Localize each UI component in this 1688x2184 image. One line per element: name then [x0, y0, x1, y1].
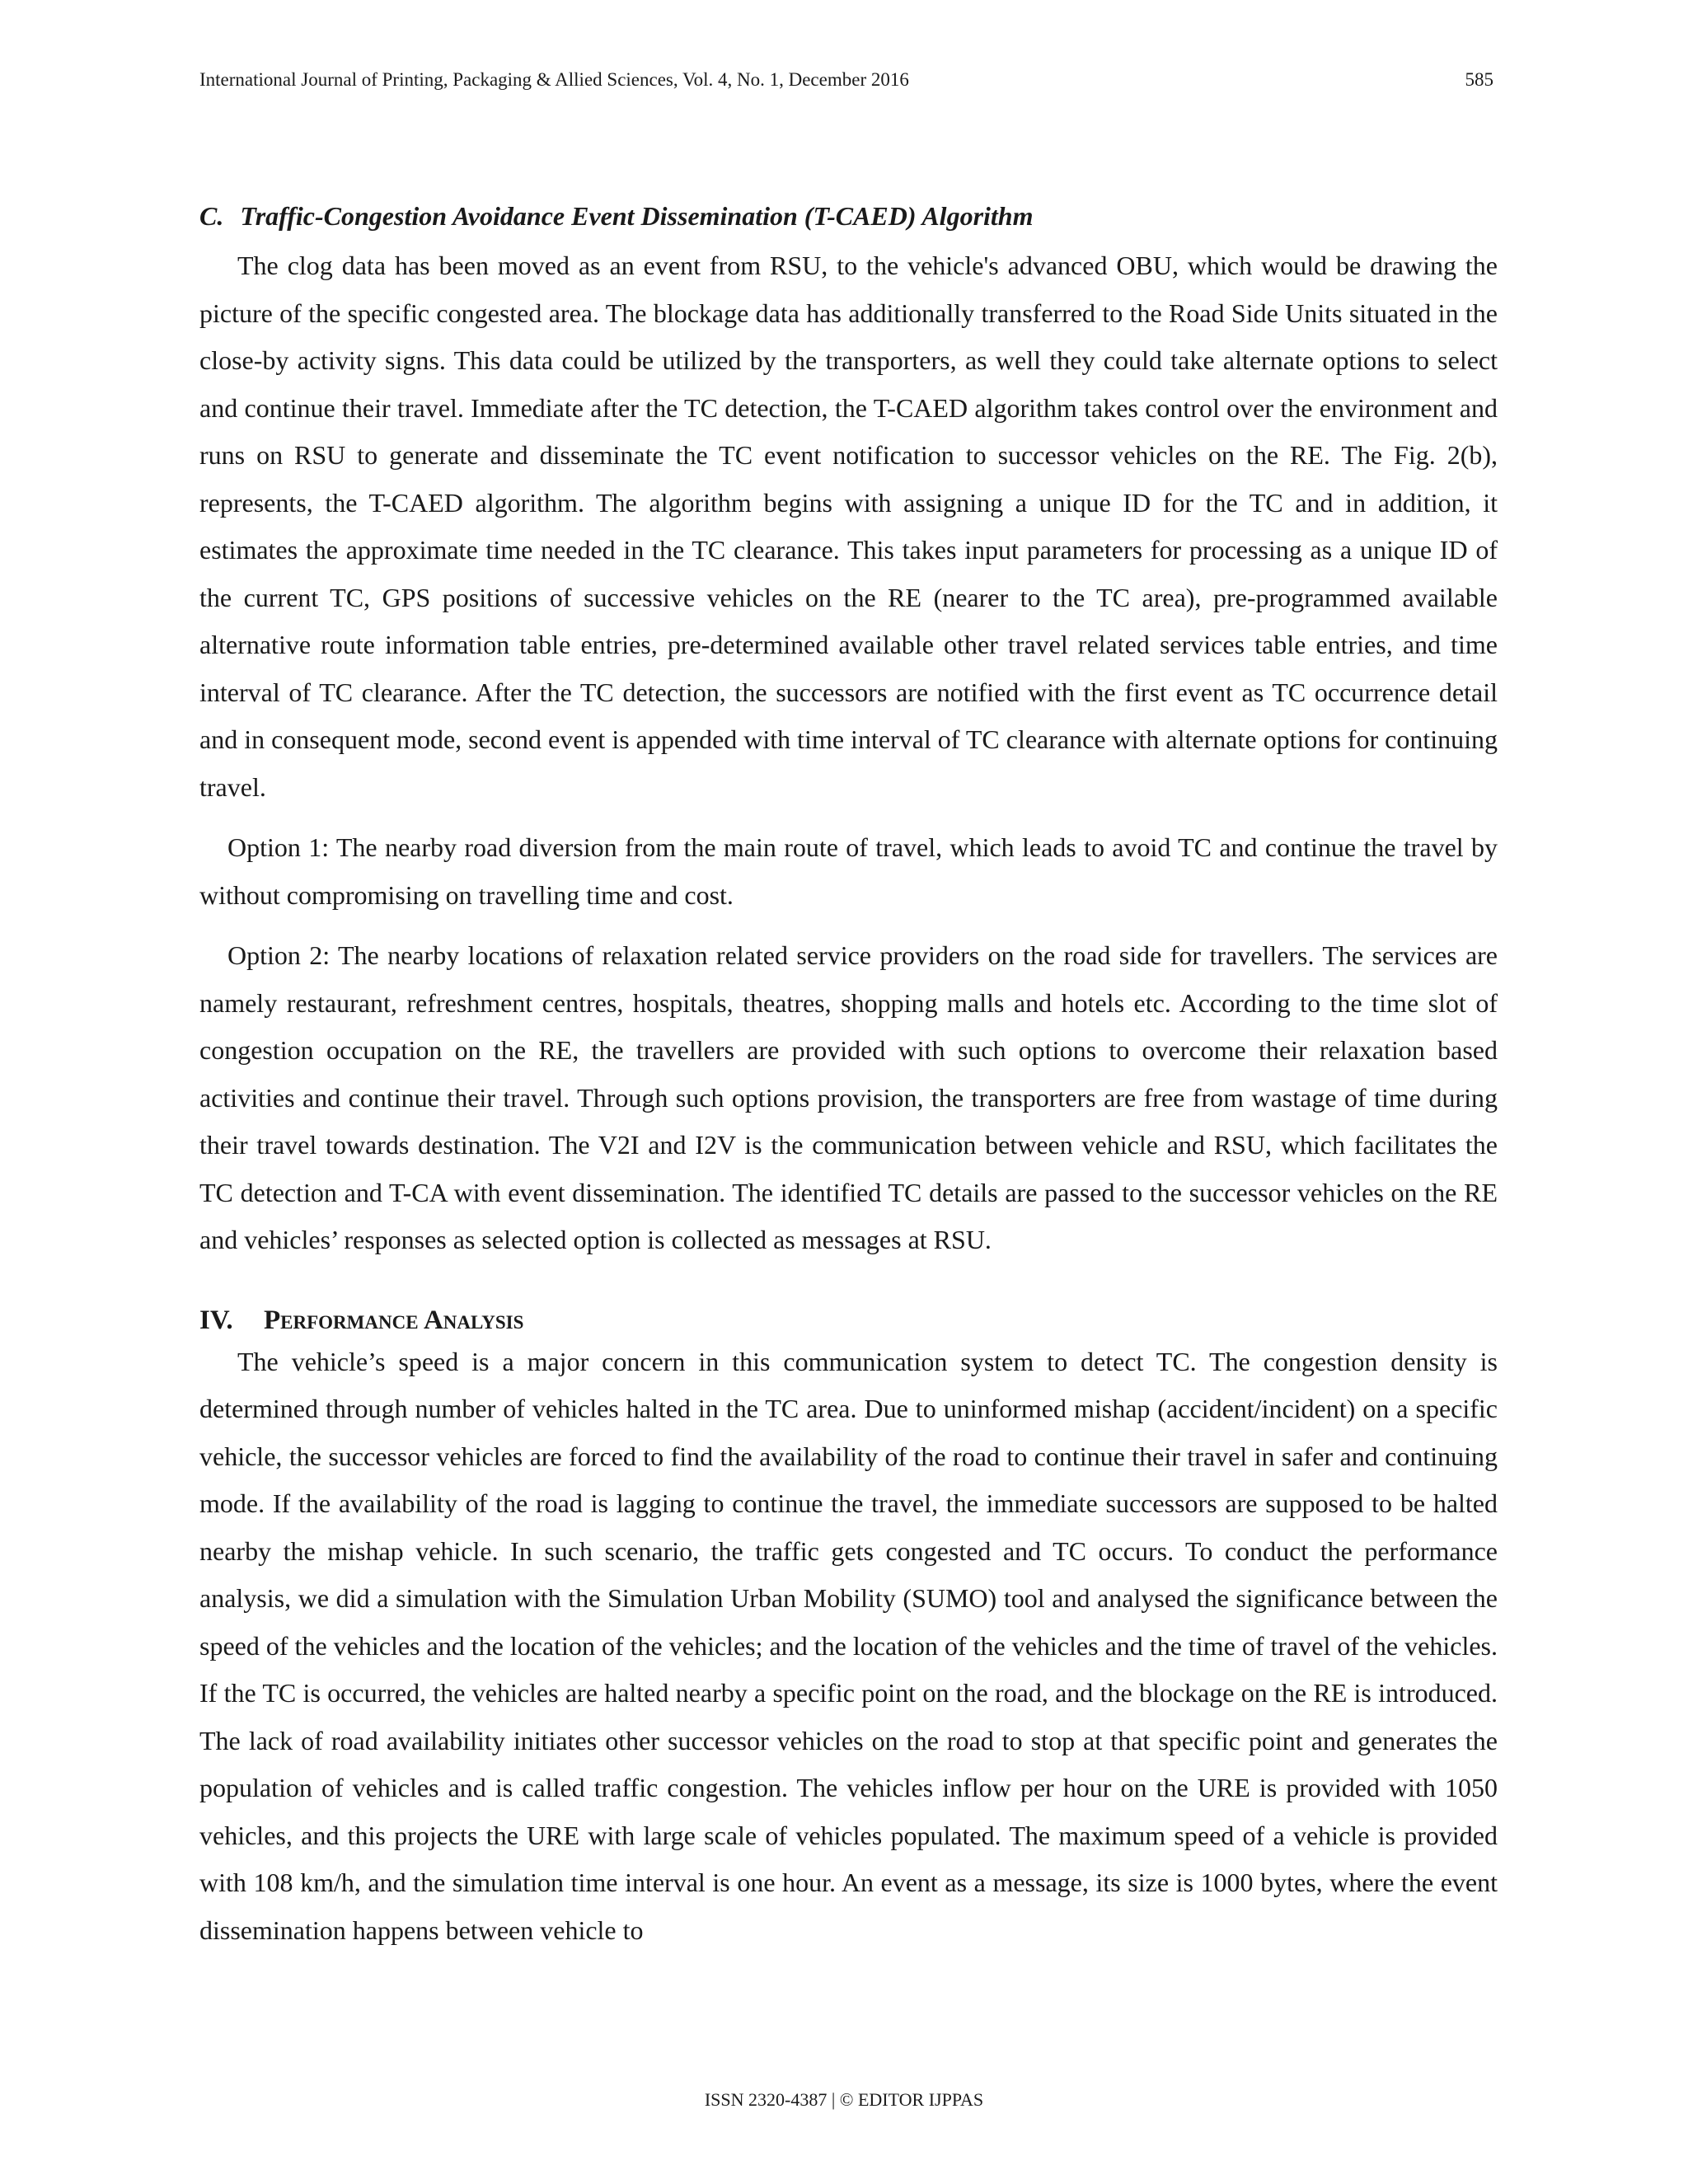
- page-footer: ISSN 2320-4387 | © EDITOR IJPPAS: [704, 2089, 984, 2110]
- paragraph-option-1: Option 1: The nearby road diversion from the main route of travel, which leads to avoid TC and continue the travel by without compromising on travelling time and cost.: [199, 832, 1498, 910]
- journal-citation: International Journal of Printing, Packaging & Allied Sciences, Vol. 4, No. 1, December 2016: [199, 69, 909, 90]
- section-c-number: C.: [199, 201, 224, 231]
- section-iv-title: Performance Analysis: [264, 1305, 524, 1335]
- section-iv-number: IV.: [199, 1305, 233, 1335]
- running-header: [199, 69, 1493, 91]
- page-body: [199, 198, 1498, 1954]
- section-iv-heading: [199, 1302, 1498, 1338]
- paragraph-t-caed: The clog data has been moved as an event from RSU, to the vehicle's advanced OBU, which would be drawing the picture of the specific congested area. The blockage data has additionally transferred to the Road Side Units situated in the close-by activity signs. This data could be utilized by the transporters, as well they could take alternate options to select and continue their travel. Immediate after the TC detection, the T-CAED algorithm takes control over the environment and runs on RSU to generate and disseminate the TC event notification to successor vehicles on the RE. The Fig. 2(b), represents, the T-CAED algorithm. The algorithm begins with assigning a unique ID for the TC and in addition, it estimates the approximate time needed in the TC clearance. This takes input parameters for processing as a unique ID of the current TC, GPS positions of successive vehicles on the RE (nearer to the TC area), pre-programmed available alternative route information table entries, pre-determined available other travel related services table entries, and time interval of TC clearance. After the TC detection, the successors are notified with the first event as TC occurrence detail and in consequent mode, second event is appended with time interval of TC clearance with alternate options for continuing travel.: [199, 251, 1498, 802]
- paragraph-option-2: Option 2: The nearby locations of relaxation related service providers on the road side for travellers. The services are namely restaurant, refreshment centres, hospitals, theatres, shopping malls and hotels etc. According to the time slot of congestion occupation on the RE, the travellers are provided with such options to overcome their relaxation based activities and continue their travel. Through such options provision, the transporters are free from wastage of time during their travel towards destination. The V2I and I2V is the communication between vehicle and RSU, which facilitates the TC detection and T-CA with event dissemination. The identified TC details are passed to the successor vehicles on the RE and vehicles’ responses as selected option is collected as messages at RSU.: [199, 940, 1498, 1254]
- section-c-heading: [199, 198, 1498, 234]
- page-number: 585: [1465, 69, 1493, 90]
- section-c-title: Traffic-Congestion Avoidance Event Dissemination (T-CAED) Algorithm: [240, 201, 1034, 231]
- paragraph-performance-analysis: The vehicle’s speed is a major concern in this communication system to detect TC. The congestion density is determined through number of vehicles halted in the TC area. Due to uninformed mishap (accident/incident) on a specific vehicle, the successor vehicles are forced to find the availability of the road to continue their travel in safer and continuing mode. If the availability of the road is lagging to continue the travel, the immediate successors are supposed to be halted nearby the mishap vehicle. In such scenario, the traffic gets congested and TC occurs. To conduct the performance analysis, we did a simulation with the Simulation Urban Mobility (SUMO) tool and analysed the significance between the speed of the vehicles and the location of the vehicles; and the location of the vehicles and the time of travel of the vehicles. If the TC is occurred, the vehicles are halted nearby a specific point on the road, and the blockage on the RE is introduced. The lack of road availability initiates other successor vehicles on the road to stop at that specific point and generates the population of vehicles and is called traffic congestion. The vehicles inflow per hour on the URE is provided with 1050 vehicles, and this projects the URE with large scale of vehicles populated. The maximum speed of a vehicle is provided with 108 km/h, and the simulation time interval is one hour. An event as a message, its size is 1000 bytes, where the event dissemination happens between vehicle to: [199, 1346, 1498, 1945]
